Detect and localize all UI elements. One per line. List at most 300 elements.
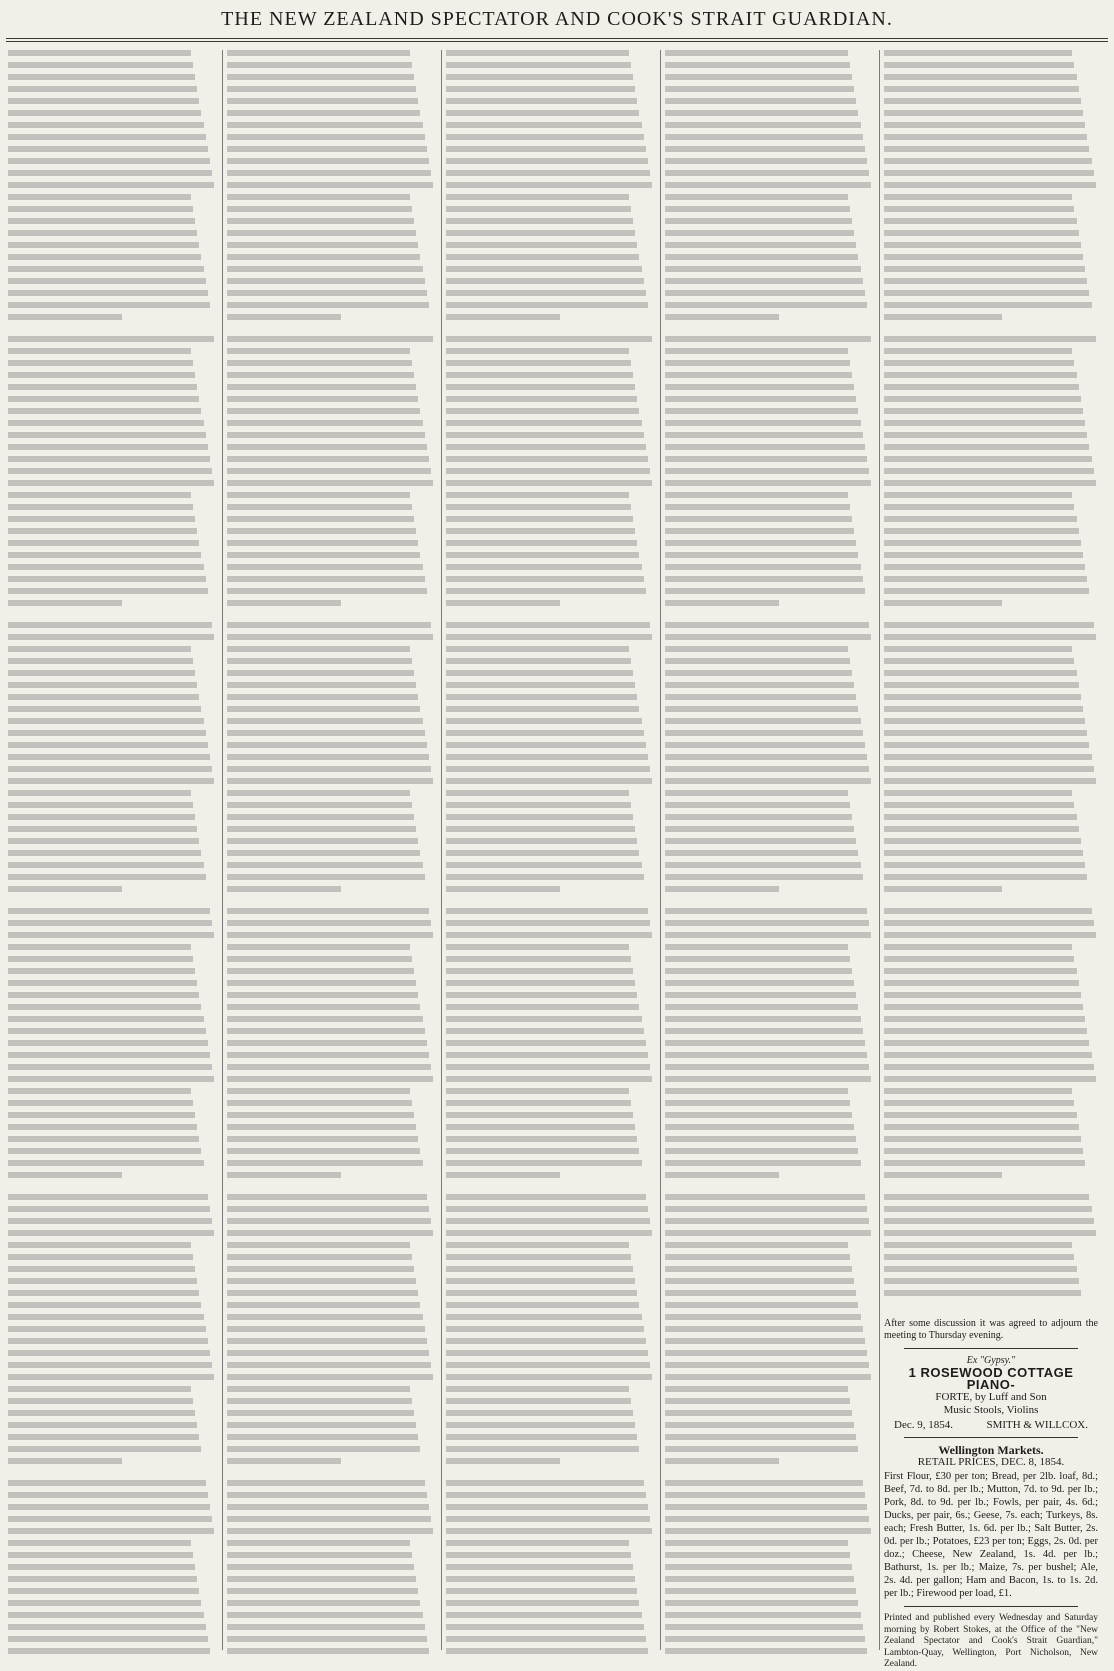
text-line-placeholder (665, 1588, 856, 1594)
text-line-placeholder (227, 1302, 420, 1308)
text-line-placeholder (8, 694, 199, 700)
text-line-placeholder (665, 1194, 865, 1200)
text-line-placeholder (665, 790, 848, 796)
text-line-placeholder (446, 50, 629, 56)
text-line-placeholder (884, 1218, 1094, 1224)
text-line-placeholder (884, 564, 1085, 570)
text-line-placeholder (227, 706, 420, 712)
text-line-placeholder (227, 564, 423, 570)
text-line-placeholder (227, 122, 423, 128)
text-line-placeholder (884, 206, 1074, 212)
text-line-placeholder (227, 1064, 431, 1070)
text-line-placeholder (446, 1136, 637, 1142)
text-line-placeholder (227, 194, 410, 200)
text-line-placeholder (8, 290, 208, 296)
text-line-placeholder (446, 1112, 633, 1118)
text-line-placeholder (227, 110, 420, 116)
text-line-placeholder (665, 908, 867, 914)
text-line-placeholder (665, 1160, 861, 1166)
ad-line: FORTE, by Luff and Son (935, 1391, 1047, 1403)
text-line-placeholder (8, 1218, 212, 1224)
text-line-placeholder (8, 1398, 193, 1404)
text-line-placeholder (227, 266, 423, 272)
text-line-placeholder (665, 1564, 852, 1570)
text-line-placeholder (227, 86, 416, 92)
text-line-placeholder (665, 634, 871, 640)
text-line-placeholder (665, 980, 854, 986)
text-line-placeholder (446, 420, 642, 426)
text-line-placeholder (227, 1422, 416, 1428)
text-line-placeholder (227, 694, 418, 700)
text-line-placeholder (8, 516, 195, 522)
text-line-placeholder (227, 588, 427, 594)
text-line-placeholder (8, 1136, 199, 1142)
text-line-placeholder (227, 242, 418, 248)
text-line-placeholder (446, 706, 639, 712)
text-line-placeholder (884, 314, 1002, 320)
text-line-placeholder (446, 74, 633, 80)
text-line-placeholder (665, 230, 854, 236)
text-line-placeholder (884, 528, 1079, 534)
text-line-placeholder (446, 1218, 650, 1224)
text-line-placeholder (446, 1576, 635, 1582)
text-line-placeholder (665, 1254, 850, 1260)
text-line-placeholder (665, 1088, 848, 1094)
text-line-placeholder (227, 1446, 420, 1452)
markets-subtitle: RETAIL PRICES, DEC. 8, 1854. (917, 1456, 1065, 1468)
text-line-placeholder (8, 456, 210, 462)
text-line-placeholder (227, 968, 414, 974)
text-line-placeholder (8, 956, 193, 962)
text-line-placeholder (227, 230, 416, 236)
text-line-placeholder (446, 1492, 646, 1498)
text-line-placeholder (446, 516, 633, 522)
column-5 (884, 50, 1098, 1669)
text-line-placeholder (8, 504, 193, 510)
text-line-placeholder (227, 1540, 410, 1546)
text-line-placeholder (8, 1528, 214, 1534)
text-line-placeholder (446, 670, 633, 676)
text-line-placeholder (884, 218, 1077, 224)
text-line-placeholder (8, 1648, 210, 1654)
text-line-placeholder (884, 920, 1094, 926)
text-line-placeholder (665, 766, 869, 772)
text-line-placeholder (227, 420, 423, 426)
text-line-placeholder (227, 1242, 410, 1248)
text-line-placeholder (8, 718, 204, 724)
text-line-placeholder (446, 658, 631, 664)
text-line-placeholder (446, 456, 648, 462)
text-line-placeholder (446, 552, 639, 558)
text-line-placeholder (8, 122, 204, 128)
text-line-placeholder (665, 1148, 858, 1154)
text-line-placeholder (8, 932, 214, 938)
text-line-placeholder (446, 254, 639, 260)
text-line-placeholder (227, 1016, 423, 1022)
text-line-placeholder (446, 718, 642, 724)
text-line-placeholder (665, 432, 863, 438)
text-line-placeholder (446, 968, 633, 974)
text-line-placeholder (446, 480, 652, 486)
text-line-placeholder (884, 408, 1083, 414)
text-line-placeholder (8, 432, 206, 438)
text-line-placeholder (227, 838, 418, 844)
text-line-placeholder (665, 682, 854, 688)
text-line-placeholder (227, 658, 412, 664)
text-line-placeholder (227, 360, 412, 366)
text-line-placeholder (8, 242, 199, 248)
masthead-rule (6, 38, 1108, 39)
text-line-placeholder (446, 1446, 639, 1452)
text-line-placeholder (884, 98, 1081, 104)
text-line-placeholder (665, 1290, 856, 1296)
text-line-placeholder (446, 1100, 631, 1106)
text-line-placeholder (227, 1528, 433, 1534)
text-line-placeholder (665, 646, 848, 652)
text-line-placeholder (8, 564, 204, 570)
text-line-placeholder (884, 742, 1089, 748)
text-line-placeholder (665, 158, 867, 164)
text-line-placeholder (227, 802, 412, 808)
text-line-placeholder (227, 766, 431, 772)
text-line-placeholder (446, 980, 635, 986)
text-line-placeholder (446, 1064, 650, 1070)
text-line-placeholder (227, 492, 410, 498)
text-line-placeholder (227, 504, 412, 510)
text-line-placeholder (884, 766, 1094, 772)
text-line-placeholder (884, 1172, 1002, 1178)
text-line-placeholder (665, 1374, 871, 1380)
text-line-placeholder (8, 1446, 201, 1452)
text-line-placeholder (8, 622, 212, 628)
text-line-placeholder (884, 432, 1087, 438)
text-line-placeholder (884, 540, 1081, 546)
text-line-placeholder (665, 384, 854, 390)
imprint: Printed and published every Wednesday and Saturday morning by Robert Stokes, at the Office of the "New Zealand Spectator and Cook's Strait Guardian," Lambton-Quay, Wellington, Port Nicholson, New Zealand. (884, 1613, 1098, 1669)
text-line-placeholder (227, 336, 433, 342)
text-line-placeholder (665, 1302, 858, 1308)
text-line-placeholder (884, 1160, 1085, 1166)
text-line-placeholder (446, 1636, 646, 1642)
text-line-placeholder (665, 670, 852, 676)
text-line-placeholder (665, 552, 858, 558)
text-line-placeholder (884, 552, 1083, 558)
text-line-placeholder (227, 1362, 431, 1368)
text-line-placeholder (446, 540, 637, 546)
text-line-placeholder (665, 826, 854, 832)
text-line-placeholder (8, 408, 201, 414)
text-line-placeholder (8, 62, 193, 68)
text-line-placeholder (884, 646, 1072, 652)
text-line-placeholder (446, 600, 560, 606)
text-line-placeholder (665, 1362, 869, 1368)
text-line-placeholder (884, 992, 1081, 998)
text-line-placeholder (8, 528, 197, 534)
text-line-placeholder (665, 408, 858, 414)
text-line-placeholder (446, 838, 637, 844)
text-line-placeholder (446, 826, 635, 832)
text-line-placeholder (8, 730, 206, 736)
text-line-placeholder (8, 1564, 195, 1570)
text-line-placeholder (884, 1064, 1094, 1070)
text-line-placeholder (227, 480, 433, 486)
text-line-placeholder (227, 456, 429, 462)
text-line-placeholder (884, 814, 1077, 820)
text-line-placeholder (665, 278, 863, 284)
column-4 (665, 50, 873, 1650)
text-line-placeholder (227, 50, 410, 56)
text-line-placeholder (227, 372, 414, 378)
text-line-placeholder (446, 1552, 631, 1558)
text-line-placeholder (665, 694, 856, 700)
text-line-placeholder (8, 1612, 204, 1618)
ad-seller: SMITH & WILLCOX. (986, 1419, 1088, 1431)
text-line-placeholder (665, 420, 861, 426)
text-line-placeholder (8, 1362, 212, 1368)
text-line-placeholder (227, 646, 410, 652)
text-line-placeholder (227, 730, 425, 736)
text-line-placeholder (446, 170, 650, 176)
text-line-placeholder (884, 588, 1089, 594)
text-line-placeholder (227, 1172, 341, 1178)
text-line-placeholder (884, 158, 1092, 164)
text-line-placeholder (446, 564, 642, 570)
text-line-placeholder (446, 1004, 639, 1010)
text-line-placeholder (8, 1016, 204, 1022)
text-line-placeholder (446, 1088, 629, 1094)
text-line-placeholder (446, 886, 560, 892)
text-line-placeholder (665, 754, 867, 760)
text-line-placeholder (227, 74, 414, 80)
text-line-placeholder (227, 992, 418, 998)
text-line-placeholder (8, 838, 199, 844)
text-line-placeholder (8, 468, 212, 474)
text-line-placeholder (446, 266, 642, 272)
text-line-placeholder (227, 1088, 410, 1094)
text-line-placeholder (446, 932, 652, 938)
text-line-placeholder (446, 1362, 650, 1368)
text-line-placeholder (227, 862, 423, 868)
text-line-placeholder (884, 480, 1096, 486)
text-line-placeholder (665, 1398, 850, 1404)
text-line-placeholder (227, 1052, 429, 1058)
text-line-placeholder (227, 1278, 416, 1284)
text-line-placeholder (884, 360, 1074, 366)
text-line-placeholder (884, 492, 1072, 498)
text-line-placeholder (8, 1480, 206, 1486)
text-line-placeholder (446, 1206, 648, 1212)
text-line-placeholder (8, 802, 193, 808)
text-line-placeholder (446, 730, 644, 736)
text-line-placeholder (8, 706, 201, 712)
text-line-placeholder (446, 146, 646, 152)
text-line-placeholder (227, 134, 425, 140)
text-line-placeholder (665, 576, 863, 582)
text-line-placeholder (227, 444, 427, 450)
text-line-placeholder (8, 74, 195, 80)
text-line-placeholder (446, 122, 642, 128)
text-line-placeholder (884, 670, 1077, 676)
text-line-placeholder (8, 1624, 206, 1630)
text-line-placeholder (446, 218, 633, 224)
text-line-placeholder (665, 396, 856, 402)
text-line-placeholder (8, 1124, 197, 1130)
text-line-placeholder (227, 290, 427, 296)
text-line-placeholder (446, 766, 650, 772)
text-line-placeholder (884, 182, 1096, 188)
text-line-placeholder (884, 850, 1083, 856)
text-line-placeholder (884, 826, 1079, 832)
text-line-placeholder (446, 920, 650, 926)
text-line-placeholder (446, 1374, 652, 1380)
text-line-placeholder (665, 956, 850, 962)
text-line-placeholder (446, 372, 633, 378)
text-line-placeholder (8, 1290, 199, 1296)
text-line-placeholder (446, 682, 635, 688)
text-line-placeholder (8, 1326, 206, 1332)
text-line-placeholder (884, 1242, 1072, 1248)
text-line-placeholder (446, 694, 637, 700)
text-line-placeholder (665, 194, 848, 200)
text-line-placeholder (884, 754, 1092, 760)
text-line-placeholder (227, 1398, 412, 1404)
text-line-placeholder (8, 658, 193, 664)
text-line-placeholder (227, 348, 410, 354)
text-line-placeholder (8, 1492, 208, 1498)
text-line-placeholder (665, 1242, 848, 1248)
text-line-placeholder (227, 1492, 427, 1498)
text-line-placeholder (8, 968, 195, 974)
text-line-placeholder (446, 230, 635, 236)
text-line-placeholder (665, 170, 869, 176)
text-line-placeholder (665, 1422, 854, 1428)
text-line-placeholder (665, 1446, 858, 1452)
text-line-placeholder (227, 1434, 418, 1440)
text-line-placeholder (446, 1410, 633, 1416)
text-line-placeholder (446, 528, 635, 534)
text-line-placeholder (8, 1588, 199, 1594)
text-line-placeholder (665, 886, 779, 892)
text-line-placeholder (665, 1206, 867, 1212)
text-line-placeholder (665, 992, 856, 998)
text-line-placeholder (884, 718, 1085, 724)
text-line-placeholder (8, 790, 191, 796)
text-line-placeholder (446, 336, 652, 342)
text-line-placeholder (884, 694, 1081, 700)
text-line-placeholder (446, 1458, 560, 1464)
text-line-placeholder (446, 1194, 646, 1200)
text-line-placeholder (227, 182, 433, 188)
text-line-placeholder (446, 98, 637, 104)
text-line-placeholder (446, 1540, 629, 1546)
text-line-placeholder (665, 1172, 779, 1178)
text-line-placeholder (227, 1564, 414, 1570)
text-line-placeholder (446, 158, 648, 164)
text-line-placeholder (446, 1326, 644, 1332)
text-line-placeholder (8, 254, 201, 260)
text-line-placeholder (227, 468, 431, 474)
text-line-placeholder (884, 802, 1074, 808)
text-line-placeholder (665, 1266, 852, 1272)
text-line-placeholder (665, 336, 871, 342)
text-line-placeholder (884, 1004, 1083, 1010)
ad-date: Dec. 9, 1854. (894, 1419, 953, 1431)
text-line-placeholder (665, 1636, 865, 1642)
text-line-placeholder (884, 1148, 1083, 1154)
text-line-placeholder (227, 146, 427, 152)
text-line-placeholder (446, 408, 639, 414)
text-line-placeholder (8, 754, 210, 760)
text-line-placeholder (227, 1588, 418, 1594)
text-line-placeholder (665, 1540, 848, 1546)
text-line-placeholder (884, 932, 1096, 938)
text-line-placeholder (8, 492, 191, 498)
text-line-placeholder (227, 1624, 425, 1630)
text-line-placeholder (665, 742, 865, 748)
text-line-placeholder (8, 1194, 208, 1200)
text-line-placeholder (227, 742, 427, 748)
text-line-placeholder (8, 50, 191, 56)
text-line-placeholder (665, 1338, 865, 1344)
text-line-placeholder (665, 290, 865, 296)
text-line-placeholder (8, 682, 197, 688)
text-line-placeholder (665, 1076, 871, 1082)
text-line-placeholder (884, 706, 1083, 712)
text-line-placeholder (227, 1206, 429, 1212)
text-line-placeholder (227, 432, 425, 438)
text-line-placeholder (884, 908, 1092, 914)
text-line-placeholder (227, 540, 418, 546)
text-line-placeholder (884, 634, 1096, 640)
text-line-placeholder (884, 1100, 1074, 1106)
text-line-placeholder (446, 194, 629, 200)
text-line-placeholder (227, 944, 410, 950)
text-line-placeholder (8, 158, 210, 164)
ad-footer (894, 1419, 1088, 1431)
text-line-placeholder (446, 850, 639, 856)
text-line-placeholder (884, 516, 1077, 522)
text-line-placeholder (8, 540, 199, 546)
text-line-placeholder (446, 1516, 650, 1522)
text-line-placeholder (227, 600, 341, 606)
text-line-placeholder (665, 110, 858, 116)
text-line-placeholder (227, 254, 420, 260)
text-line-placeholder (8, 360, 193, 366)
text-line-placeholder (446, 1242, 629, 1248)
text-line-placeholder (227, 1004, 420, 1010)
text-line-placeholder (8, 1458, 122, 1464)
text-line-placeholder (884, 790, 1072, 796)
text-line-placeholder (884, 110, 1083, 116)
text-line-placeholder (8, 1516, 212, 1522)
text-line-placeholder (884, 1076, 1096, 1082)
text-line-placeholder (8, 480, 214, 486)
text-line-placeholder (665, 1504, 867, 1510)
text-line-placeholder (665, 1100, 850, 1106)
text-line-placeholder (8, 634, 214, 640)
text-line-placeholder (884, 778, 1096, 784)
text-line-placeholder (665, 242, 856, 248)
text-line-placeholder (227, 158, 429, 164)
text-line-placeholder (665, 1326, 863, 1332)
text-line-placeholder (884, 134, 1087, 140)
text-line-placeholder (884, 74, 1077, 80)
text-line-placeholder (446, 1230, 652, 1236)
text-line-placeholder (446, 134, 644, 140)
text-line-placeholder (665, 62, 850, 68)
text-line-placeholder (446, 1612, 642, 1618)
text-line-placeholder (884, 122, 1085, 128)
